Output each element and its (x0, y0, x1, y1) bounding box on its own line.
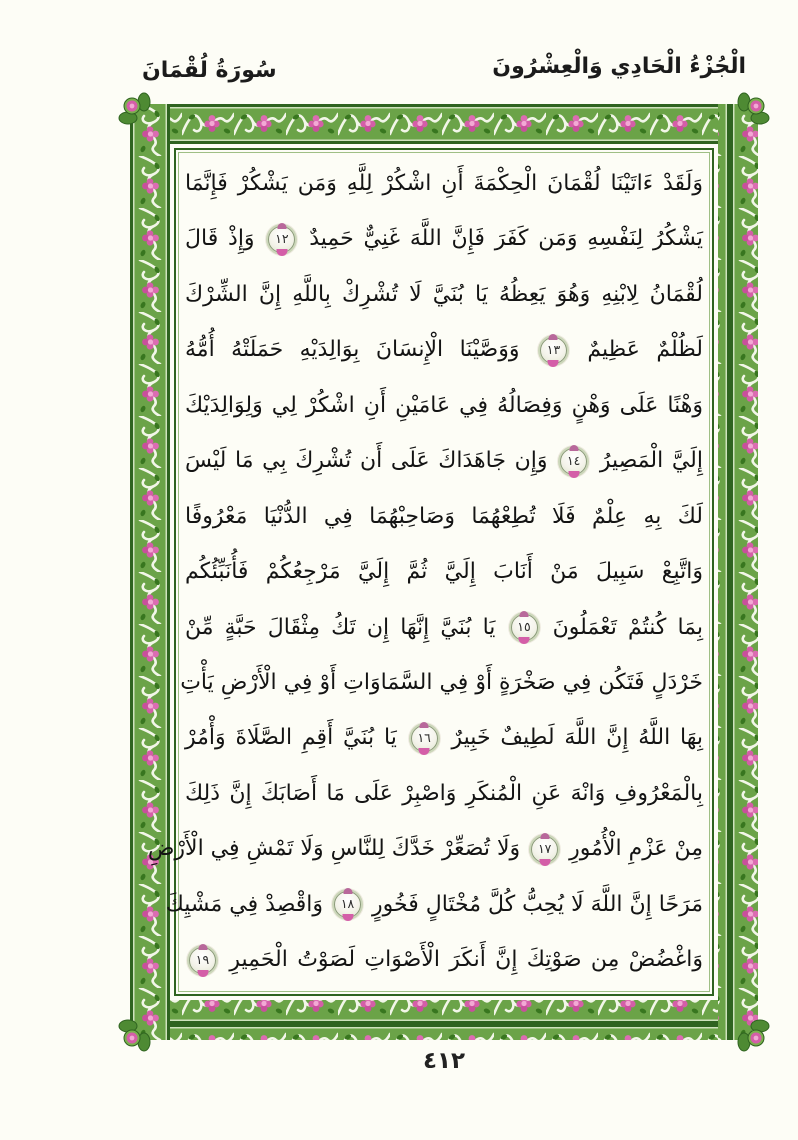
quran-line: وَلَقَدْ ءَاتَيْنَا لُقْمَانَ الْحِكْمَةَ أَنِ اشْكُرْ لِلَّهِ وَمَن يَشْكُرْ فَإِنَّمَا (185, 171, 703, 196)
ayah-number: ١٨ (340, 896, 355, 912)
quran-line: لَظُلْمٌ عَظِيمٌ ١٣ وَوَصَّيْنَا الْإِنسَانَ بِوَالِدَيْهِ حَمَلَتْهُ أُمُّهُ (185, 337, 703, 363)
ayah-marker (334, 891, 361, 918)
ayah-marker (411, 725, 438, 752)
ayah-number: ١٣ (546, 342, 561, 358)
ayah-number: ١٧ (537, 841, 552, 856)
quran-line: بِهَا اللَّهُ إِنَّ اللَّهَ لَطِيفٌ خَبِيرٌ ١٦ يَا بُنَيَّ أَقِمِ الصَّلَاةَ وَأْمُرْ (185, 725, 703, 751)
ayah-number: ١٦ (417, 730, 431, 746)
border-left-band (130, 104, 170, 1040)
ayah-marker (511, 614, 538, 641)
ayah-marker (531, 836, 558, 863)
ayah-marker (540, 337, 567, 364)
quran-line: خَرْدَلٍ فَتَكُن فِي صَخْرَةٍ أَوْ فِي السَّمَاوَاتِ أَوْ فِي الْأَرْضِ يَأْتِ (180, 669, 703, 695)
ayah-number: ١٩ (195, 951, 210, 967)
quran-line: يَشْكُرُ لِنَفْسِهِ وَمَن كَفَرَ فَإِنَّ اللَّهَ غَنِيٌّ حَمِيدٌ ١٢ وَإِذْ قَالَ (185, 226, 704, 252)
quran-line: مَرَحًا إِنَّ اللَّهَ لَا يُحِبُّ كُلَّ مُخْتَالٍ فَخُورٍ ١٨ وَاقْصِدْ فِي مَشْيِكَ (165, 891, 703, 917)
quran-line: بِالْمَعْرُوفِ وَانْهَ عَنِ الْمُنكَرِ وَاصْبِرْ عَلَى مَا أَصَابَكَ إِنَّ ذَلِكَ (185, 780, 703, 806)
quran-text-area (147, 156, 706, 988)
border-bottom-band (130, 1000, 758, 1040)
quran-line: مِنْ عَزْمِ الْأُمُورِ ١٧ وَلَا تُصَعِّرْ خَدَّكَ لِلنَّاسِ وَلَا تَمْشِ فِي الْأَرْضِ (147, 836, 703, 862)
ayah-number: ١٢ (275, 231, 289, 247)
quran-line: لُقْمَانُ لِابْنِهِ وَهُوَ يَعِظُهُ يَا بُنَيَّ لَا تُشْرِكْ بِاللَّهِ إِنَّ الشِّرْكَ (185, 281, 703, 307)
ayah-marker (189, 947, 216, 974)
quran-line: وَهْنًا عَلَى وَهْنٍ وَفِصَالُهُ فِي عَامَيْنِ أَنِ اشْكُرْ لِي وَلِوَالِدَيْكَ (185, 392, 703, 418)
quran-line: وَاتَّبِعْ سَبِيلَ مَنْ أَنَابَ إِلَيَّ ثُمَّ إِلَيَّ مَرْجِعُكُمْ فَأُنَبِّئُكُم (185, 559, 703, 585)
ayah-marker (268, 226, 295, 253)
ayah-number: ١٥ (517, 619, 531, 635)
ornamental-border-frame (130, 104, 758, 1040)
border-right-band (718, 104, 758, 1040)
quran-line: لَكَ بِهِ عِلْمٌ فَلَا تُطِعْهُمَا وَصَاحِبْهُمَا فِي الدُّنْيَا مَعْرُوفًا (185, 503, 703, 529)
quran-line: بِمَا كُنتُمْ تَعْمَلُونَ ١٥ يَا بُنَيَّ إِنَّهَا إِن تَكُ مِثْقَالَ حَبَّةٍ مِّنْ (185, 614, 704, 640)
quran-line: إِلَيَّ الْمَصِيرُ ١٤ وَإِن جَاهَدَاكَ عَلَى أَن تُشْرِكَ بِي مَا لَيْسَ (185, 448, 704, 474)
surah-title: سُورَةُ لُقْمَانَ (142, 58, 277, 83)
quran-line: وَاغْضُضْ مِن صَوْتِكَ إِنَّ أَنكَرَ الْأَصْوَاتِ لَصَوْتُ الْحَمِيرِ ١٩ (182, 932, 706, 987)
page-number: ٤١٢ (422, 1048, 466, 1074)
juz-title: الْجُزْءُ الْحَادِي وَالْعِشْرُونَ (492, 54, 746, 79)
ayah-number: ١٤ (566, 452, 581, 468)
ayah-marker (560, 448, 587, 475)
border-top-band (130, 104, 758, 144)
